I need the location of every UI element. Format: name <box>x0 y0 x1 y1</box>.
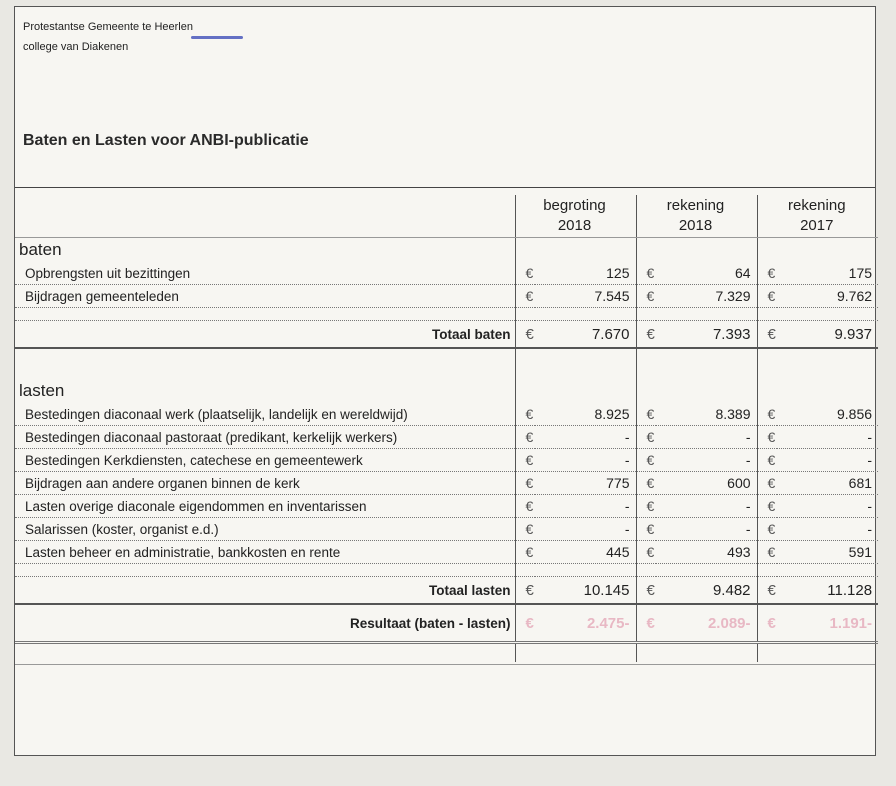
total-baten-row <box>15 321 878 349</box>
row-label: Bijdragen gemeenteleden <box>15 285 515 308</box>
cell-value: 64 <box>656 262 757 285</box>
currency-symbol: € <box>636 403 656 426</box>
currency-symbol: € <box>515 495 535 518</box>
table-row <box>15 262 878 285</box>
cell-value: 8.925 <box>535 403 636 426</box>
currency-symbol: € <box>757 518 777 541</box>
row-label: Lasten overige diaconale eigendommen en inventarissen <box>15 495 515 518</box>
cell-value: - <box>777 449 878 472</box>
result-value: 2.475- <box>535 604 636 643</box>
total-baten-label: Totaal baten <box>15 321 515 349</box>
currency-symbol: € <box>515 541 535 564</box>
table-row <box>15 285 878 308</box>
currency-symbol: € <box>515 426 535 449</box>
table-row <box>15 472 878 495</box>
currency-symbol: € <box>515 262 535 285</box>
row-label: Bestedingen Kerkdiensten, catechese en gemeentewerk <box>15 449 515 472</box>
header-blank <box>15 195 515 238</box>
spacer-row <box>15 308 878 321</box>
currency-symbol: € <box>757 472 777 495</box>
cell-value: 175 <box>777 262 878 285</box>
section-heading-lasten: lasten <box>19 381 65 400</box>
currency-symbol: € <box>757 495 777 518</box>
currency-symbol: € <box>757 541 777 564</box>
total-value: 10.145 <box>535 577 636 605</box>
currency-symbol: € <box>515 577 535 605</box>
currency-symbol: € <box>757 426 777 449</box>
currency-symbol: € <box>636 449 656 472</box>
table-row <box>15 449 878 472</box>
cell-value: 591 <box>777 541 878 564</box>
cell-value: 9.762 <box>777 285 878 308</box>
document-title: Baten en Lasten voor ANBI-publicatie <box>23 132 309 149</box>
currency-symbol: € <box>636 604 656 643</box>
table-bottom-divider <box>15 664 875 665</box>
column-header-row <box>15 195 878 238</box>
currency-symbol: € <box>757 262 777 285</box>
currency-symbol: € <box>636 262 656 285</box>
cell-value: 445 <box>535 541 636 564</box>
spacer-row <box>15 564 878 577</box>
currency-symbol: € <box>515 472 535 495</box>
currency-symbol: € <box>757 604 777 643</box>
cell-value: 7.329 <box>656 285 757 308</box>
currency-symbol: € <box>636 472 656 495</box>
row-label: Bestedingen diaconaal pastoraat (predikant, kerkelijk werkers) <box>15 426 515 449</box>
currency-symbol: € <box>636 541 656 564</box>
row-label: Bijdragen aan andere organen binnen de kerk <box>15 472 515 495</box>
cell-value: - <box>656 518 757 541</box>
cell-value: 493 <box>656 541 757 564</box>
currency-symbol: € <box>636 577 656 605</box>
row-label: Opbrengsten uit bezittingen <box>15 262 515 285</box>
cell-value: 9.856 <box>777 403 878 426</box>
cell-value: - <box>777 426 878 449</box>
currency-symbol: € <box>757 321 777 349</box>
currency-symbol: € <box>515 403 535 426</box>
column-header-rekening-2018: rekening 2018 <box>636 195 757 238</box>
table-row <box>15 518 878 541</box>
cell-value: - <box>656 449 757 472</box>
total-lasten-row <box>15 577 878 605</box>
result-row <box>15 604 878 643</box>
row-label: Bestedingen diaconaal werk (plaatselijk, landelijk en wereldwijd) <box>15 403 515 426</box>
currency-symbol: € <box>757 403 777 426</box>
section-heading-row <box>15 238 878 263</box>
cell-value: - <box>656 495 757 518</box>
currency-symbol: € <box>757 577 777 605</box>
result-value: 1.191- <box>777 604 878 643</box>
trailing-row <box>15 643 878 663</box>
currency-symbol: € <box>636 495 656 518</box>
cell-value: 681 <box>777 472 878 495</box>
table-row <box>15 541 878 564</box>
organization-subtitle: college van Diakenen <box>23 41 129 53</box>
cell-value: - <box>777 495 878 518</box>
row-label: Salarissen (koster, organist e.d.) <box>15 518 515 541</box>
pen-underline-mark <box>191 36 243 39</box>
cell-value: - <box>535 449 636 472</box>
table-row <box>15 495 878 518</box>
total-value: 7.393 <box>656 321 757 349</box>
table-top-divider <box>15 187 875 188</box>
result-value: 2.089- <box>656 604 757 643</box>
total-value: 7.670 <box>535 321 636 349</box>
currency-symbol: € <box>515 604 535 643</box>
currency-symbol: € <box>757 285 777 308</box>
section-heading-row <box>15 379 878 403</box>
row-label: Lasten beheer en administratie, bankkosten en rente <box>15 541 515 564</box>
cell-value: 8.389 <box>656 403 757 426</box>
currency-symbol: € <box>757 449 777 472</box>
total-lasten-label: Totaal lasten <box>15 577 515 605</box>
total-value: 11.128 <box>777 577 878 605</box>
gap-row <box>15 348 878 379</box>
cell-value: 775 <box>535 472 636 495</box>
currency-symbol: € <box>636 426 656 449</box>
cell-value: - <box>535 426 636 449</box>
total-value: 9.482 <box>656 577 757 605</box>
organization-name: Protestantse Gemeente te Heerlen <box>23 21 193 33</box>
cell-value: 600 <box>656 472 757 495</box>
result-label: Resultaat (baten - lasten) <box>15 604 515 643</box>
cell-value: - <box>535 495 636 518</box>
cell-value: 7.545 <box>535 285 636 308</box>
currency-symbol: € <box>515 518 535 541</box>
column-header-rekening-2017: rekening 2017 <box>757 195 878 238</box>
total-value: 9.937 <box>777 321 878 349</box>
financial-table <box>15 195 878 662</box>
table-row <box>15 403 878 426</box>
cell-value: 125 <box>535 262 636 285</box>
currency-symbol: € <box>636 321 656 349</box>
currency-symbol: € <box>515 321 535 349</box>
column-header-begroting-2018: begroting 2018 <box>515 195 636 238</box>
currency-symbol: € <box>636 285 656 308</box>
cell-value: - <box>656 426 757 449</box>
section-heading-baten: baten <box>19 240 62 259</box>
table-row <box>15 426 878 449</box>
cell-value: - <box>535 518 636 541</box>
currency-symbol: € <box>515 449 535 472</box>
currency-symbol: € <box>515 285 535 308</box>
document-sheet <box>14 6 876 756</box>
currency-symbol: € <box>636 518 656 541</box>
cell-value: - <box>777 518 878 541</box>
